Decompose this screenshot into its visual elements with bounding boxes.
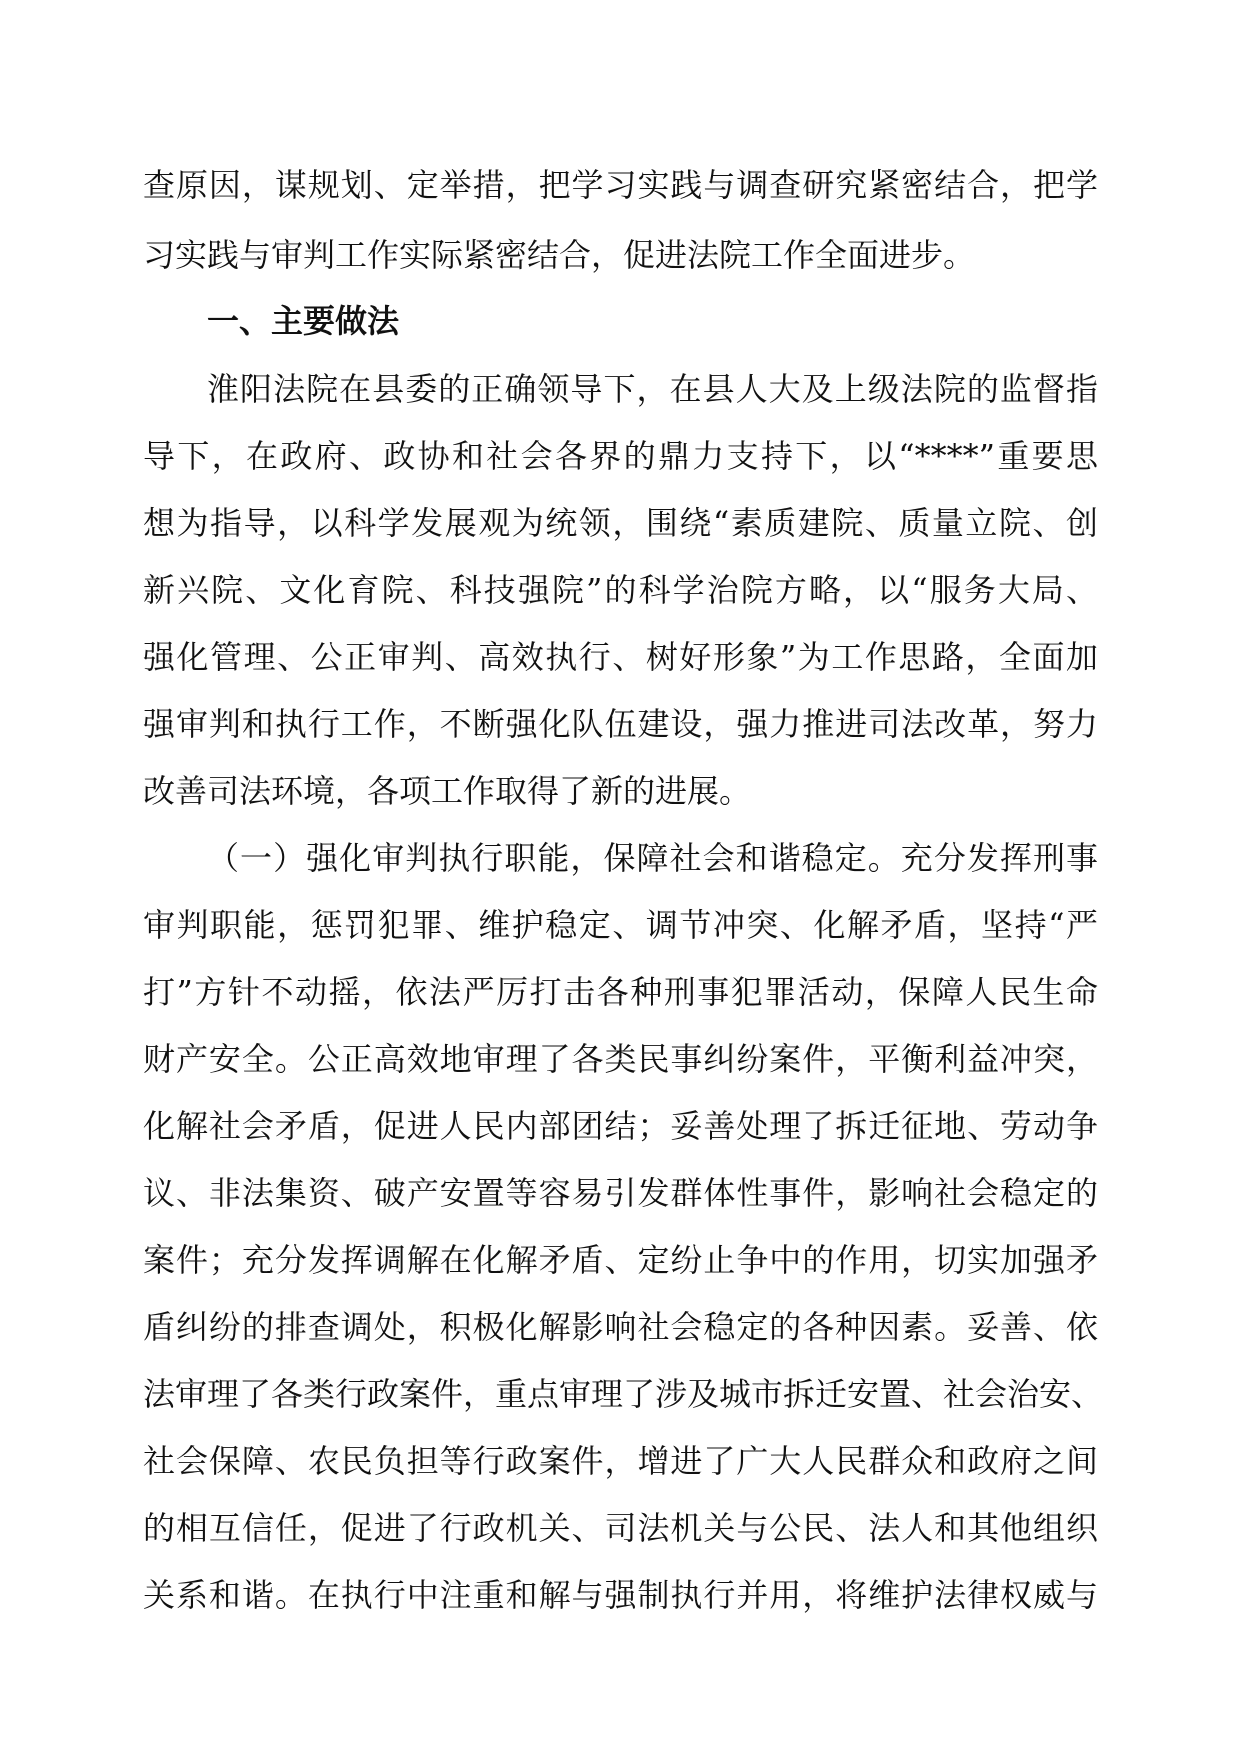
paragraph2-line-9: 法审理了各类行政案件，重点审理了涉及城市拆迁安置、社会治安、 <box>143 1375 1104 1413</box>
paragraph2-line-7: 案件；充分发挥调解在化解矛盾、定纷止争中的作用，切实加强矛 <box>143 1241 1098 1279</box>
paragraph2-line-1: （一）强化审判执行职能，保障社会和谐稳定。充分发挥刑事 <box>207 839 1098 877</box>
paragraph2-line-12: 关系和谐。在执行中注重和解与强制执行并用，将维护法律权威与 <box>143 1576 1098 1614</box>
paragraph2-line-8: 盾纠纷的排查调处，积极化解影响社会稳定的各种因素。妥善、依 <box>143 1308 1098 1346</box>
paragraph1-line-3: 想为指导，以科学发展观为统领，围绕“素质建院、质量立院、创 <box>143 504 1098 542</box>
paragraph1-line-5: 强化管理、公正审判、高效执行、树好形象”为工作思路，全面加 <box>143 638 1098 676</box>
continuation-line-2: 习实践与审判工作实际紧密结合，促进法院工作全面进步。 <box>143 236 976 274</box>
paragraph1-line-4: 新兴院、文化育院、科技强院”的科学治院方略，以“服务大局、 <box>143 571 1098 609</box>
paragraph2-line-4: 财产安全。公正高效地审理了各类民事纠纷案件，平衡利益冲突， <box>143 1040 1098 1078</box>
section-heading: 一、主要做法 <box>207 302 400 340</box>
paragraph2-line-5: 化解社会矛盾，促进人民内部团结；妥善处理了拆迁征地、劳动争 <box>143 1107 1098 1145</box>
paragraph1-line-6: 强审判和执行工作，不断强化队伍建设，强力推进司法改革，努力 <box>143 705 1098 743</box>
paragraph1-line-7: 改善司法环境，各项工作取得了新的进展。 <box>143 772 752 810</box>
paragraph2-line-11: 的相互信任，促进了行政机关、司法机关与公民、法人和其他组织 <box>143 1509 1098 1547</box>
continuation-line-1: 查原因，谋规划、定举措，把学习实践与调查研究紧密结合，把学 <box>143 166 1098 204</box>
paragraph2-line-6: 议、非法集资、破产安置等容易引发群体性事件，影响社会稳定的 <box>143 1174 1098 1212</box>
paragraph1-line-1: 淮阳法院在县委的正确领导下，在县人大及上级法院的监督指 <box>207 370 1098 408</box>
paragraph2-line-2: 审判职能，惩罚犯罪、维护稳定、调节冲突、化解矛盾，坚持“严 <box>143 906 1098 944</box>
paragraph2-line-10: 社会保障、农民负担等行政案件，增进了广大人民群众和政府之间 <box>143 1442 1098 1480</box>
paragraph2-line-3: 打”方针不动摇，依法严厉打击各种刑事犯罪活动，保障人民生命 <box>143 973 1098 1011</box>
paragraph1-line-2: 导下，在政府、政协和社会各界的鼎力支持下，以“****”重要思 <box>143 437 1098 475</box>
